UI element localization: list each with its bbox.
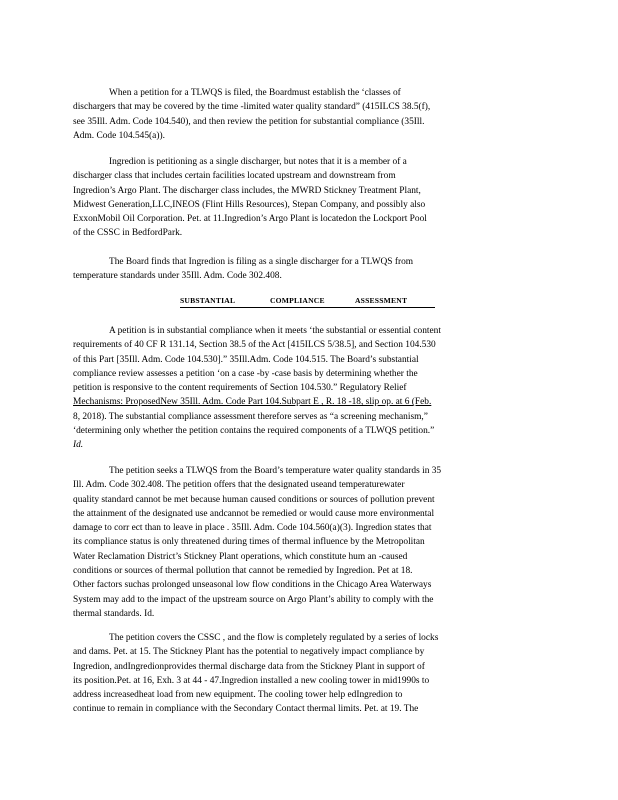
- paragraph-single-discharger: [73, 155, 535, 241]
- text-line: Adm. Code 104.545(a)).: [73, 130, 165, 141]
- text-line: ‘determining only whether the petition contains the required components of a TLWQS petition.”: [73, 426, 435, 437]
- text-line: Mechanisms: ProposedNew 35Ill. Adm. Code Part 104.Subpart E , R. 18 -18, slip op. at 6 (Feb.: [73, 397, 432, 408]
- paragraph-substantial-compliance: [73, 324, 535, 453]
- text-line: Ingredion, andIngredionprovides thermal discharge data from the Stickney Plant in support of: [73, 661, 425, 672]
- text-line: see 35Ill. Adm. Code 104.540), and then review the petition for substantial compliance (35Ill.: [73, 116, 425, 127]
- text-line: The petition covers the CSSC , and the flow is completely regulated by a series of locks: [109, 633, 439, 643]
- text-line: The Board finds that Ingredion is filing as a single discharger for a TLWQS from: [109, 257, 414, 267]
- text-line: damage to corr ect than to leave in place . 35Ill. Adm. Code 104.560(a)(3). Ingredion states that: [73, 523, 432, 534]
- text-line: dischargers that may be covered by the time -limited water quality standard” (415ILCS 38.5(f),: [73, 102, 431, 113]
- text-line: When a petition for a TLWQS is filed, the Boardmust establish the ‘classes of: [109, 88, 401, 98]
- heading-underline: [180, 307, 435, 308]
- text-line: Other factors suchas prolonged unseasonal low flow conditions in the Chicago Area Waterways: [73, 580, 432, 591]
- text-line: of the CSSC in BedfordPark.: [73, 228, 183, 239]
- text-line: Id.: [73, 440, 84, 451]
- text-line: Ingredion is petitioning as a single discharger, but notes that it is a member of a: [109, 157, 407, 167]
- text-line: thermal standards. Id.: [73, 608, 155, 619]
- text-line: of this Part [35Ill. Adm. Code 104.530].” 35Ill.Adm. Code 104.515. The Board’s substantial: [73, 354, 419, 365]
- text-line: Midwest Generation,LLC,INEOS (Flint Hills Resources), Stepan Company, and possibly also: [73, 199, 426, 210]
- heading-word: COMPLIANCE: [270, 296, 325, 305]
- text-line: compliance review assesses a petition ‘on a case -by -case basis by determining whether the: [73, 368, 418, 379]
- section-heading: [180, 296, 435, 308]
- text-line: Ill. Adm. Code 302.408. The petition offers that the designated useand temperaturewater: [73, 480, 405, 491]
- text-line: its compliance status is only threatened during times of thermal influence by the Metropolitan: [73, 537, 425, 548]
- paragraph-tlwqs-petition-filing: [73, 86, 535, 143]
- text-line: System may add to the impact of the upstream source on Argo Plant’s ability to comply with the: [73, 594, 434, 605]
- text-line: temperature standards under 35Ill. Adm. Code 302.408.: [73, 271, 282, 282]
- text-line: The petition seeks a TLWQS from the Board’s temperature water quality standards in 35: [109, 466, 442, 476]
- text-line: discharger class that includes certain facilities located upstream and downstream from: [73, 171, 396, 182]
- paragraph-board-finding: [73, 255, 535, 284]
- text-line: petition is responsive to the content requirements of Section 104.530.” Regulatory Relief: [73, 383, 407, 394]
- heading-word: ASSESSMENT: [355, 296, 408, 305]
- text-line: 8, 2018). The substantial compliance assessment therefore serves as “a screening mechanism,”: [73, 411, 428, 422]
- text-line: Water Reclamation District’s Stickney Plant operations, which constitute hum an -caused: [73, 551, 408, 562]
- text-line: the attainment of the designated use andcannot be remedied or would cause more environmental: [73, 508, 435, 519]
- text-line: and dams. Pet. at 15. The Stickney Plant has the potential to negatively impact compliance by: [73, 647, 425, 658]
- paragraph-petition-request: [73, 464, 535, 621]
- text-line: ExxonMobil Oil Corporation. Pet. at 11.Ingredion’s Argo Plant is locatedon the Lockport Pool: [73, 214, 427, 225]
- text-line: address increasedheat load from new equipment. The cooling tower help edIngredion to: [73, 690, 403, 701]
- text-line: requirements of 40 CF R 131.14, Section 38.5 of the Act [415ILCS 5/38.5], and Section 104.530: [73, 340, 436, 351]
- text-line: continue to remain in compliance with the Secondary Contact thermal limits. Pet. at 19. The: [73, 704, 419, 715]
- text-line: A petition is in substantial compliance when it meets ‘the substantial or essential content: [109, 326, 441, 336]
- text-line: conditions or sources of thermal pollution that cannot be remedied by Ingredion. Pet at 18.: [73, 566, 413, 577]
- text-line: its position.Pet. at 16, Exh. 3 at 44 - 47.Ingredion installed a new cooling tower in mid1990s to: [73, 675, 430, 686]
- text-line: quality standard cannot be met because human caused conditions or sources of pollution prevent: [73, 494, 435, 505]
- paragraph-cssc-coverage: [73, 631, 535, 717]
- text-line: Ingredion’s Argo Plant. The discharger class includes, the MWRD Stickney Treatment Plant,: [73, 185, 421, 196]
- heading-word: SUBSTANTIAL: [180, 296, 236, 305]
